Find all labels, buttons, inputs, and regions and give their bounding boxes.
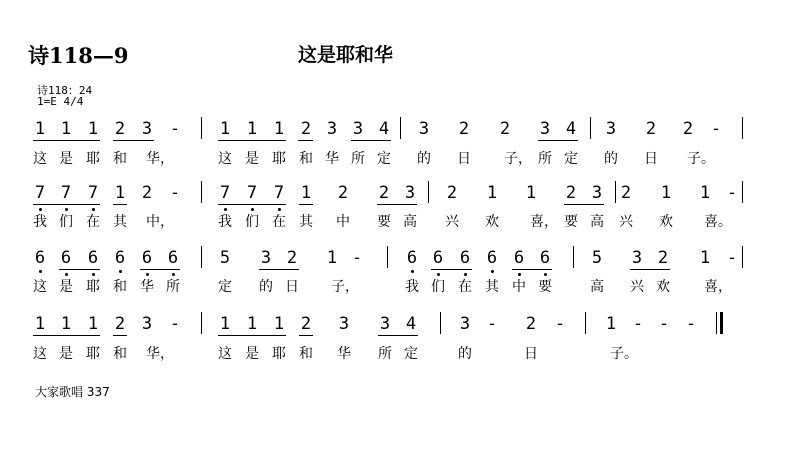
note-digit: 3: [605, 119, 617, 139]
note-digit: 1: [699, 183, 711, 203]
lyric-syllable: 定: [564, 151, 578, 167]
lower-octave-dot: [39, 270, 42, 273]
bar-line: [201, 312, 202, 334]
lyric-syllable: 和: [299, 151, 313, 167]
lower-octave-dot: [224, 208, 227, 211]
lyric-syllable: 喜，: [530, 214, 558, 230]
note-digit: 1: [699, 248, 711, 268]
note-digit: 2: [525, 314, 537, 334]
lyric-syllable: 我: [405, 279, 419, 295]
note-digit: 3: [141, 314, 153, 334]
eighth-note-underline: [298, 140, 313, 141]
note-digit: 3: [591, 183, 603, 203]
bar-line: [742, 181, 743, 203]
lyric-syllable: 耶: [86, 279, 100, 295]
lyric-syllable: 耶: [86, 346, 100, 362]
lyric-syllable: 这: [33, 346, 47, 362]
note-digit: 6: [87, 248, 99, 268]
eighth-note-underline: [113, 140, 154, 141]
lyric-syllable: 们: [245, 214, 259, 230]
note-digit: 1: [34, 314, 46, 334]
note-digit: 3: [338, 314, 350, 334]
note-digit: 4: [565, 119, 577, 139]
lyric-syllable: 子，: [331, 279, 359, 295]
lyric-syllable: 日: [644, 151, 658, 167]
note-digit: 2: [458, 119, 470, 139]
note-digit: 1: [605, 314, 617, 334]
note-digit: 1: [114, 183, 126, 203]
lyric-syllable: 的: [259, 279, 273, 295]
lyric-syllable: 兴: [630, 279, 644, 295]
lyric-syllable: 所: [351, 151, 365, 167]
lyric-syllable: 这: [33, 151, 47, 167]
lyric-syllable: 要: [377, 214, 391, 230]
lyric-syllable: 我: [33, 214, 47, 230]
lyric-syllable: 高: [403, 214, 417, 230]
eighth-note-underline: [33, 335, 100, 336]
eighth-note-underline: [431, 269, 472, 270]
note-digit: 6: [539, 248, 551, 268]
note-digit: 4: [405, 314, 417, 334]
note-digit: 2: [446, 183, 458, 203]
bar-line: [742, 246, 743, 268]
lyric-syllable: 定: [404, 346, 418, 362]
lyric-syllable: 这: [218, 346, 232, 362]
note-digit: 1: [87, 119, 99, 139]
note-digit: -: [169, 119, 181, 139]
lyric-syllable: 中，: [146, 214, 174, 230]
lyric-syllable: 欢: [485, 214, 499, 230]
note-digit: 3: [141, 119, 153, 139]
song-title: 这是耶和华: [298, 44, 394, 66]
note-digit: 3: [260, 248, 272, 268]
note-digit: -: [658, 314, 670, 334]
lyric-syllable: 所: [378, 346, 392, 362]
lyric-syllable: 所: [166, 279, 180, 295]
note-digit: 6: [167, 248, 179, 268]
lower-octave-dot: [65, 273, 68, 276]
bar-line: [428, 181, 429, 203]
lyric-syllable: 子，: [504, 151, 532, 167]
lyric-syllable: 华，: [146, 346, 174, 362]
note-digit: 5: [219, 248, 231, 268]
note-digit: -: [169, 314, 181, 334]
lyric-syllable: 耶: [272, 346, 286, 362]
lyric-syllable: 高: [590, 279, 604, 295]
final-bar-line: [716, 312, 717, 334]
note-digit: 1: [486, 183, 498, 203]
lyric-syllable: 其: [485, 279, 499, 295]
note-digit: 7: [273, 183, 285, 203]
note-digit: 6: [432, 248, 444, 268]
lyric-syllable: 的: [604, 151, 618, 167]
lower-octave-dot: [251, 208, 254, 211]
note-digit: 1: [273, 119, 285, 139]
lyric-syllable: 要: [538, 279, 552, 295]
note-digit: 2: [620, 183, 632, 203]
lyric-syllable: 是: [59, 346, 73, 362]
note-digit: 3: [459, 314, 471, 334]
note-digit: -: [486, 314, 498, 334]
eighth-note-underline: [377, 204, 417, 205]
note-digit: 1: [219, 119, 231, 139]
lyric-syllable: 在: [458, 279, 472, 295]
lower-octave-dot: [518, 273, 521, 276]
lyric-syllable: 其: [299, 214, 313, 230]
note-digit: 2: [114, 314, 126, 334]
note-digit: 2: [114, 119, 126, 139]
lyric-syllable: 华: [325, 151, 339, 167]
note-digit: 2: [565, 183, 577, 203]
lower-octave-dot: [411, 270, 414, 273]
bar-line: [387, 246, 388, 268]
lyric-syllable: 中: [512, 279, 526, 295]
key-signature: 1=E 4/4: [37, 95, 84, 108]
lyric-syllable: 在: [86, 214, 100, 230]
eighth-note-underline: [564, 204, 604, 205]
note-digit: 1: [246, 314, 258, 334]
lyric-syllable: 兴: [619, 214, 633, 230]
lower-octave-dot: [437, 273, 440, 276]
note-digit: 3: [379, 314, 391, 334]
eighth-note-underline: [218, 204, 286, 205]
eighth-note-underline: [259, 269, 299, 270]
note-digit: 6: [459, 248, 471, 268]
bar-line: [742, 117, 743, 139]
lower-octave-dot: [172, 273, 175, 276]
bar-line: [201, 246, 202, 268]
lyric-syllable: 是: [59, 151, 73, 167]
lyric-syllable: 这: [218, 151, 232, 167]
eighth-note-underline: [218, 140, 286, 141]
note-digit: 1: [60, 119, 72, 139]
lower-octave-dot: [39, 208, 42, 211]
lyric-syllable: 要: [564, 214, 578, 230]
lower-octave-dot: [92, 273, 95, 276]
note-digit: -: [726, 183, 738, 203]
lyric-syllable: 是: [245, 346, 259, 362]
lyric-syllable: 欢: [659, 214, 673, 230]
lyric-syllable: 子。: [687, 151, 715, 167]
lyric-syllable: 的: [458, 346, 472, 362]
note-digit: 1: [34, 119, 46, 139]
note-digit: -: [169, 183, 181, 203]
lyric-syllable: 我: [218, 214, 232, 230]
eighth-note-underline: [538, 140, 578, 141]
note-digit: 2: [300, 314, 312, 334]
note-digit: 5: [591, 248, 603, 268]
lyric-syllable: 们: [431, 279, 445, 295]
bar-line: [440, 312, 441, 334]
note-digit: 6: [486, 248, 498, 268]
eighth-note-underline: [33, 140, 100, 141]
lyric-syllable: 华: [140, 279, 154, 295]
lyric-syllable: 是: [245, 151, 259, 167]
note-digit: -: [726, 248, 738, 268]
lower-octave-dot: [119, 270, 122, 273]
note-digit: 2: [300, 119, 312, 139]
lyric-syllable: 喜，: [704, 279, 732, 295]
lyric-syllable: 华: [337, 346, 351, 362]
note-digit: -: [710, 119, 722, 139]
note-digit: 2: [337, 183, 349, 203]
bar-line: [201, 181, 202, 203]
lyric-syllable: 和: [113, 346, 127, 362]
lyric-syllable: 是: [59, 279, 73, 295]
note-digit: 1: [87, 314, 99, 334]
note-digit: 3: [418, 119, 430, 139]
eighth-note-underline: [113, 204, 127, 205]
eighth-note-underline: [218, 335, 286, 336]
lower-octave-dot: [92, 208, 95, 211]
note-digit: 4: [378, 119, 390, 139]
eighth-note-underline: [351, 140, 391, 141]
lyric-syllable: 在: [272, 214, 286, 230]
note-digit: 1: [326, 248, 338, 268]
lyric-syllable: 兴: [445, 214, 459, 230]
bar-line: [615, 181, 616, 203]
lyric-syllable: 们: [59, 214, 73, 230]
note-digit: 6: [114, 248, 126, 268]
lower-octave-dot: [544, 273, 547, 276]
note-digit: 2: [645, 119, 657, 139]
lower-octave-dot: [278, 208, 281, 211]
note-digit: 3: [326, 119, 338, 139]
lyric-syllable: 日: [285, 279, 299, 295]
note-digit: 2: [657, 248, 669, 268]
note-digit: 2: [378, 183, 390, 203]
lyric-syllable: 华，: [146, 151, 174, 167]
note-digit: 1: [219, 314, 231, 334]
song-number: 诗118—9: [28, 43, 129, 68]
lyric-syllable: 喜。: [704, 214, 732, 230]
note-digit: 1: [60, 314, 72, 334]
eighth-note-underline: [378, 335, 418, 336]
note-digit: 1: [525, 183, 537, 203]
lyric-syllable: 其: [113, 214, 127, 230]
lyric-syllable: 中: [336, 214, 350, 230]
note-digit: -: [685, 314, 697, 334]
lyric-syllable: 和: [113, 279, 127, 295]
lyric-syllable: 这: [33, 279, 47, 295]
lyric-syllable: 所: [538, 151, 552, 167]
note-digit: -: [554, 314, 566, 334]
note-digit: -: [351, 248, 363, 268]
note-digit: 2: [286, 248, 298, 268]
lyric-syllable: 和: [113, 151, 127, 167]
lower-octave-dot: [464, 273, 467, 276]
lyric-syllable: 和: [299, 346, 313, 362]
note-digit: 2: [682, 119, 694, 139]
note-digit: 1: [246, 119, 258, 139]
note-digit: 1: [660, 183, 672, 203]
lower-octave-dot: [491, 270, 494, 273]
lyric-syllable: 定: [218, 279, 232, 295]
lyric-syllable: 高: [590, 214, 604, 230]
note-digit: 6: [60, 248, 72, 268]
lyric-syllable: 日: [524, 346, 538, 362]
note-digit: 7: [34, 183, 46, 203]
note-digit: 7: [60, 183, 72, 203]
note-digit: 3: [352, 119, 364, 139]
eighth-note-underline: [512, 269, 552, 270]
note-digit: 3: [631, 248, 643, 268]
note-digit: 3: [404, 183, 416, 203]
eighth-note-underline: [113, 335, 127, 336]
lyric-syllable: 耶: [86, 151, 100, 167]
note-digit: 3: [539, 119, 551, 139]
eighth-note-underline: [33, 204, 100, 205]
lyric-syllable: 耶: [272, 151, 286, 167]
eighth-note-underline: [299, 204, 313, 205]
note-digit: 7: [219, 183, 231, 203]
source-credit: 大家歌唱 337: [35, 385, 110, 399]
note-digit: 6: [513, 248, 525, 268]
eighth-note-underline: [630, 269, 670, 270]
lyric-syllable: 日: [457, 151, 471, 167]
bar-line: [585, 312, 586, 334]
note-digit: 6: [34, 248, 46, 268]
bar-line: [400, 117, 401, 139]
lyric-syllable: 子。: [610, 346, 638, 362]
note-digit: -: [632, 314, 644, 334]
note-digit: 2: [499, 119, 511, 139]
bar-line: [201, 117, 202, 139]
note-digit: 6: [141, 248, 153, 268]
eighth-note-underline: [140, 269, 180, 270]
lyric-syllable: 的: [417, 151, 431, 167]
lyric-syllable: 定: [377, 151, 391, 167]
eighth-note-underline: [59, 269, 100, 270]
note-digit: 7: [87, 183, 99, 203]
final-bar-line: [720, 312, 723, 334]
scripture-reference: 诗118：24: [37, 84, 93, 97]
lower-octave-dot: [65, 208, 68, 211]
note-digit: 6: [406, 248, 418, 268]
note-digit: 1: [273, 314, 285, 334]
note-digit: 7: [246, 183, 258, 203]
note-digit: 1: [300, 183, 312, 203]
note-digit: 2: [141, 183, 153, 203]
lyric-syllable: 欢: [656, 279, 670, 295]
bar-line: [590, 117, 591, 139]
lower-octave-dot: [146, 273, 149, 276]
eighth-note-underline: [299, 335, 313, 336]
bar-line: [573, 246, 574, 268]
